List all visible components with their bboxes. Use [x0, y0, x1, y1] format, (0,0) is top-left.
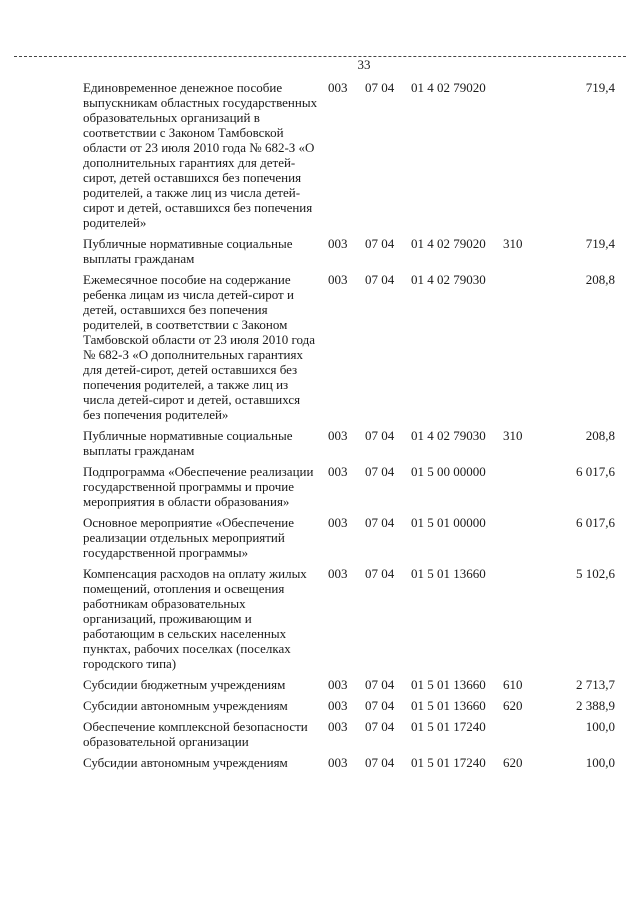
row-section-cell: 07 04 [365, 698, 395, 713]
row-section-cell: 07 04 [365, 428, 395, 443]
row-vr-cell [503, 464, 538, 515]
row-name-cell: Компенсация расходов на оплату жилых помещений, отопления и освещения работникам образовательных организаций, проживающим и работающим в сельских населенных пунктах, рабочих поселках (поселках городского типа) [83, 566, 307, 671]
budget-table [83, 80, 615, 776]
row-grbs-cell: 003 [328, 515, 348, 530]
row-sum-cell: 100,0 [585, 755, 615, 770]
row-name-cell: Субсидии автономным учреждениям [83, 755, 288, 770]
row-article-cell: 01 5 01 13660 [411, 698, 486, 713]
table-row [83, 80, 615, 236]
row-sum-cell: 208,8 [585, 428, 615, 443]
row-name-cell: Единовременное денежное пособие выпускникам областных государственных образовательных организаций в соответствии с Законом Тамбовской области от 23 июля 2010 года № 682-З «О дополнительных гарантиях для детей-сирот, детей оставшихся без попечения родителей, а также лиц из числа детей-сирот и детей, оставшихся без попечения родителей» [83, 80, 318, 230]
row-grbs-cell: 003 [328, 464, 348, 479]
row-article-cell: 01 4 02 79030 [411, 428, 486, 443]
row-vr-cell [503, 272, 538, 428]
page-number: 33 [357, 57, 371, 72]
row-sum-cell: 5 102,6 [576, 566, 615, 581]
row-section-cell: 07 04 [365, 755, 395, 770]
row-grbs-cell: 003 [328, 698, 348, 713]
row-section-cell: 07 04 [365, 80, 395, 95]
table-row [83, 272, 615, 428]
row-grbs-cell: 003 [328, 272, 348, 287]
row-article-cell: 01 4 02 79020 [411, 236, 486, 251]
row-article-cell: 01 5 01 00000 [411, 515, 486, 530]
table-row [83, 515, 615, 566]
row-grbs-cell: 003 [328, 755, 348, 770]
row-grbs-cell: 003 [328, 677, 348, 692]
row-grbs-cell: 003 [328, 566, 348, 581]
row-name-cell: Публичные нормативные социальные выплаты гражданам [83, 236, 293, 266]
table-row [83, 464, 615, 515]
row-vr-cell [503, 80, 538, 236]
row-grbs-cell: 003 [328, 428, 348, 443]
row-name-cell: Основное мероприятие «Обеспечение реализации отдельных мероприятий государственной программы» [83, 515, 295, 560]
row-vr-cell: 620 [503, 698, 523, 713]
budget-table-body [83, 80, 615, 776]
row-name-cell: Публичные нормативные социальные выплаты гражданам [83, 428, 293, 458]
table-row [83, 566, 615, 677]
row-article-cell: 01 4 02 79020 [411, 80, 486, 95]
row-section-cell: 07 04 [365, 464, 395, 479]
row-section-cell: 07 04 [365, 236, 395, 251]
row-name-cell: Подпрограмма «Обеспечение реализации государственной программы и прочие мероприятия в области образования» [83, 464, 314, 509]
table-row [83, 719, 615, 755]
row-sum-cell: 100,0 [585, 719, 615, 734]
row-section-cell: 07 04 [365, 719, 395, 734]
row-article-cell: 01 5 01 17240 [411, 755, 486, 770]
row-vr-cell: 310 [503, 428, 523, 443]
row-sum-cell: 719,4 [585, 236, 615, 251]
row-section-cell: 07 04 [365, 515, 395, 530]
row-article-cell: 01 5 00 00000 [411, 464, 486, 479]
row-vr-cell: 610 [503, 677, 523, 692]
row-vr-cell [503, 719, 538, 755]
row-vr-cell [503, 515, 538, 566]
table-row [83, 236, 615, 272]
row-vr-cell [503, 566, 538, 677]
table-row [83, 755, 615, 776]
row-name-cell: Ежемесячное пособие на содержание ребенка лицам из числа детей-сирот и детей, оставшихся без попечения родителей, в соответствии с Законом Тамбовской области от 23 июля 2010 года № 682-З «О дополнительных гарантиях для детей-сирот, детей оставшихся без попечения родителей, а также лиц из числа детей-сирот и детей, оставшихся без попечения родителей» [83, 272, 315, 422]
row-name-cell: Субсидии бюджетным учреждениям [83, 677, 286, 692]
row-grbs-cell: 003 [328, 719, 348, 734]
row-sum-cell: 2 388,9 [576, 698, 615, 713]
row-sum-cell: 208,8 [585, 272, 615, 287]
row-sum-cell: 6 017,6 [576, 464, 615, 479]
row-vr-cell: 620 [503, 755, 523, 770]
row-name-cell: Субсидии автономным учреждениям [83, 698, 288, 713]
row-article-cell: 01 5 01 13660 [411, 677, 486, 692]
table-row [83, 698, 615, 719]
row-sum-cell: 2 713,7 [576, 677, 615, 692]
row-grbs-cell: 003 [328, 236, 348, 251]
row-article-cell: 01 4 02 79030 [411, 272, 486, 287]
row-section-cell: 07 04 [365, 677, 395, 692]
row-section-cell: 07 04 [365, 566, 395, 581]
row-article-cell: 01 5 01 17240 [411, 719, 486, 734]
row-name-cell: Обеспечение комплексной безопасности образовательной организации [83, 719, 308, 749]
row-vr-cell: 310 [503, 236, 523, 251]
row-article-cell: 01 5 01 13660 [411, 566, 486, 581]
table-row [83, 428, 615, 464]
row-grbs-cell: 003 [328, 80, 348, 95]
row-sum-cell: 719,4 [585, 80, 615, 95]
row-section-cell: 07 04 [365, 272, 395, 287]
row-sum-cell: 6 017,6 [576, 515, 615, 530]
table-row [83, 677, 615, 698]
